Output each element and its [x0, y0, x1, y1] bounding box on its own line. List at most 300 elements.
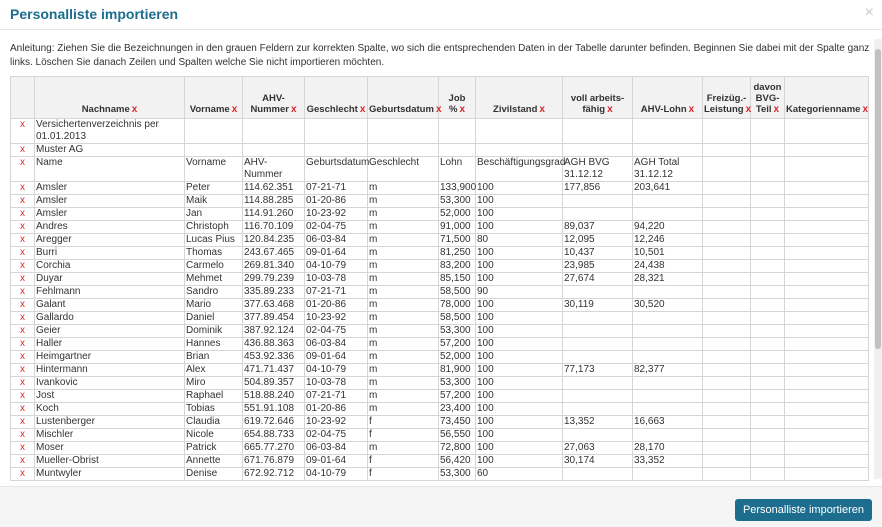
remove-column-icon[interactable]: x — [607, 104, 613, 115]
remove-row-icon[interactable]: x — [11, 208, 35, 221]
table-cell: m — [368, 299, 439, 312]
table-cell: Maik — [185, 195, 243, 208]
table-cell — [368, 119, 439, 144]
table-cell — [785, 416, 869, 429]
table-cell — [785, 260, 869, 273]
table-cell — [785, 468, 869, 481]
table-cell: 28,321 — [633, 273, 703, 286]
table-cell: 453.92.336 — [243, 351, 305, 364]
table-cell: Hannes — [185, 338, 243, 351]
table-cell: 71,500 — [439, 234, 476, 247]
close-icon[interactable]: × — [864, 4, 874, 21]
column-header-row — [11, 77, 869, 119]
table-cell: 78,000 — [439, 299, 476, 312]
table-cell: 13,352 — [563, 416, 633, 429]
remove-row-icon[interactable]: x — [11, 299, 35, 312]
column-header[interactable] — [785, 77, 869, 119]
table-cell — [633, 468, 703, 481]
table-cell: 07-21-71 — [305, 182, 368, 195]
table-cell — [751, 403, 785, 416]
remove-row-icon[interactable]: x — [11, 195, 35, 208]
table-cell: f — [368, 429, 439, 442]
column-header[interactable] — [305, 77, 368, 119]
column-header-label[interactable]: Nachname — [81, 104, 130, 115]
remove-column-icon[interactable]: x — [459, 104, 465, 115]
table-cell: 504.89.357 — [243, 377, 305, 390]
table-row — [11, 260, 869, 273]
table-cell: 436.88.363 — [243, 338, 305, 351]
table-cell: AGH BVG 31.12.12 — [563, 157, 633, 182]
table-row — [11, 442, 869, 455]
table-row — [11, 377, 869, 390]
table-cell — [751, 221, 785, 234]
table-cell: 133,900 — [440, 182, 477, 193]
table-cell — [703, 299, 751, 312]
table-cell: Andres — [35, 221, 185, 234]
table-cell: Annette — [185, 455, 243, 468]
table-cell: Denise — [185, 468, 243, 481]
table-row — [11, 403, 869, 416]
table-cell — [751, 299, 785, 312]
table-cell: Heimgartner — [35, 351, 185, 364]
table-row — [11, 468, 869, 481]
table-cell — [785, 144, 869, 157]
table-cell — [751, 416, 785, 429]
table-cell: 10-23-92 — [305, 312, 368, 325]
table-cell: Raphael — [185, 390, 243, 403]
table-cell: 94,220 — [633, 221, 703, 234]
table-row — [11, 247, 869, 260]
table-cell: Amsler — [35, 182, 185, 195]
table-cell: Lucas Pius — [185, 234, 243, 247]
remove-column-icon[interactable]: x — [862, 104, 868, 115]
column-header[interactable] — [185, 77, 243, 119]
remove-column-icon[interactable]: x — [435, 104, 442, 115]
table-cell: 01-20-86 — [305, 195, 368, 208]
table-cell: 114.91.260 — [243, 208, 305, 221]
table-cell — [751, 273, 785, 286]
column-header-label[interactable]: davon BVG-Teil — [753, 82, 782, 115]
column-header-label[interactable]: Geschlecht — [306, 104, 358, 115]
table-cell — [563, 468, 633, 481]
table-cell — [785, 312, 869, 325]
table-cell — [751, 182, 785, 195]
table-cell: 203,641 — [633, 182, 703, 195]
table-cell — [703, 144, 751, 157]
table-cell: 100 — [476, 377, 563, 390]
table-cell — [785, 208, 869, 221]
table-cell: Thomas — [185, 247, 243, 260]
remove-row-icon[interactable]: x — [11, 351, 35, 364]
table-cell: m — [368, 364, 439, 377]
table-cell — [703, 429, 751, 442]
table-row — [11, 429, 869, 442]
table-cell: 56,420 — [439, 455, 476, 468]
table-cell — [703, 455, 751, 468]
table-cell: Nicole — [185, 429, 243, 442]
table-cell: Jost — [35, 390, 185, 403]
column-header[interactable] — [368, 77, 442, 119]
table-cell: 518.88.240 — [243, 390, 305, 403]
table-cell — [633, 208, 703, 221]
remove-column-icon[interactable]: x — [359, 104, 366, 115]
table-cell: 52,000 — [439, 351, 476, 364]
remove-row-icon[interactable]: x — [11, 286, 35, 299]
column-header[interactable] — [563, 77, 633, 119]
table-cell: 04-10-79 — [305, 364, 368, 377]
table-cell — [785, 182, 869, 195]
table-cell: 91,000 — [439, 221, 476, 234]
table-cell: 100 — [476, 403, 563, 416]
remove-row-icon[interactable]: x — [11, 468, 35, 481]
table-cell — [703, 157, 751, 182]
table-cell: Alex — [185, 364, 243, 377]
column-header-label[interactable]: Freizüg.-Leistung — [704, 93, 747, 115]
table-cell — [703, 442, 751, 455]
table-cell: Aregger — [35, 234, 185, 247]
table-cell: 100 — [476, 442, 563, 455]
table-cell: m — [368, 208, 439, 221]
vertical-scrollbar[interactable] — [874, 39, 882, 479]
dialog-header — [0, 0, 882, 30]
table-cell: 100 — [476, 247, 563, 260]
table-cell: Galant — [35, 299, 185, 312]
table-cell: 100 — [476, 221, 563, 234]
table-cell: Burri — [35, 247, 185, 260]
table-cell — [703, 182, 751, 195]
column-header-label[interactable]: voll arbeits-fähig — [570, 93, 625, 115]
column-header-label[interactable]: AHV-Nummer — [250, 93, 289, 115]
table-cell: 387.92.124 — [243, 325, 305, 338]
table-cell: 665.77.270 — [243, 442, 305, 455]
table-cell: 654.88.733 — [243, 429, 305, 442]
table-cell — [785, 119, 869, 144]
table-cell: Tobias — [185, 403, 243, 416]
column-header[interactable] — [476, 77, 563, 119]
table-cell — [751, 157, 785, 182]
table-cell: Daniel — [185, 312, 243, 325]
table-row — [11, 195, 869, 208]
table-cell: Geburtsdatum — [305, 157, 368, 182]
table-cell: Miro — [185, 377, 243, 390]
table-cell — [785, 338, 869, 351]
table-cell: m — [368, 325, 439, 338]
table-cell: Fehlmann — [35, 286, 185, 299]
table-cell: m — [368, 247, 439, 260]
table-cell — [703, 325, 751, 338]
table-cell: 60 — [476, 468, 563, 481]
table-cell — [563, 286, 633, 299]
table-cell: f — [368, 468, 439, 481]
remove-row-icon[interactable]: x — [11, 403, 35, 416]
table-cell: m — [368, 403, 439, 416]
table-row — [11, 234, 869, 247]
table-cell: Sandro — [185, 286, 243, 299]
remove-column-icon[interactable]: x — [539, 104, 545, 115]
remove-row-icon[interactable]: x — [11, 390, 35, 403]
table-cell: Claudia — [185, 416, 243, 429]
table-cell: 30,174 — [563, 455, 633, 468]
table-cell — [633, 195, 703, 208]
table-cell: 114.62.351 — [243, 182, 305, 195]
remove-row-icon[interactable]: x — [11, 416, 35, 429]
table-row — [11, 312, 869, 325]
table-cell: Duyar — [35, 273, 185, 286]
dialog-footer — [0, 486, 882, 527]
table-cell: 10-03-78 — [305, 273, 368, 286]
table-cell — [633, 286, 703, 299]
corner-cell — [11, 77, 35, 119]
table-row — [11, 119, 869, 144]
column-header-label[interactable]: Zivilstand — [493, 104, 538, 115]
table-cell: 82,377 — [633, 364, 703, 377]
table-cell — [751, 195, 785, 208]
remove-column-icon[interactable]: x — [231, 104, 238, 115]
column-header-label[interactable]: Kategorienname — [786, 104, 861, 115]
table-cell — [751, 144, 785, 157]
table-cell: f — [368, 455, 439, 468]
table-cell — [563, 377, 633, 390]
column-header[interactable] — [439, 77, 476, 119]
table-cell — [785, 195, 869, 208]
table-cell: 100 — [476, 312, 563, 325]
table-cell — [703, 364, 751, 377]
table-cell: 471.71.437 — [243, 364, 305, 377]
table-cell: 06-03-84 — [305, 234, 368, 247]
table-cell: Christoph — [185, 221, 243, 234]
table-cell — [703, 416, 751, 429]
import-personnel-list-button[interactable]: Personalliste importieren — [735, 499, 872, 521]
table-cell — [785, 403, 869, 416]
table-cell — [785, 429, 869, 442]
column-header[interactable] — [703, 77, 751, 119]
table-cell: 09-01-64 — [305, 247, 368, 260]
table-cell — [703, 221, 751, 234]
table-cell: 09-01-64 — [305, 351, 368, 364]
table-cell — [439, 144, 476, 157]
table-cell: 02-04-75 — [305, 325, 368, 338]
table-row — [11, 221, 869, 234]
table-cell: 243.67.465 — [243, 247, 305, 260]
table-cell: 335.89.233 — [243, 286, 305, 299]
table-cell: 30,520 — [633, 299, 703, 312]
table-cell — [243, 119, 305, 144]
table-row — [11, 182, 869, 195]
table-cell: 57,200 — [439, 390, 476, 403]
table-cell: Gallardo — [35, 312, 185, 325]
remove-row-icon[interactable]: x — [11, 364, 35, 377]
table-cell: 551.91.108 — [243, 403, 305, 416]
table-cell — [751, 338, 785, 351]
table-cell — [563, 144, 633, 157]
table-cell — [563, 351, 633, 364]
table-cell: 12,095 — [563, 234, 633, 247]
table-cell: 07-21-71 — [305, 390, 368, 403]
table-cell: 120.84.235 — [243, 234, 305, 247]
remove-row-icon[interactable]: x — [11, 312, 35, 325]
table-cell: m — [368, 442, 439, 455]
table-cell: 85,150 — [439, 273, 476, 286]
table-cell — [633, 351, 703, 364]
column-header[interactable] — [35, 77, 185, 119]
table-cell: 53,300 — [439, 377, 476, 390]
table-cell — [703, 377, 751, 390]
column-header[interactable] — [633, 77, 703, 119]
table-cell — [563, 312, 633, 325]
table-cell: Muntwyler — [35, 468, 185, 481]
table-cell — [305, 144, 368, 157]
table-cell: 100 — [476, 390, 563, 403]
table-cell — [703, 403, 751, 416]
table-cell — [751, 429, 785, 442]
table-cell — [751, 390, 785, 403]
remove-column-icon[interactable]: x — [290, 104, 297, 115]
table-cell: 01-20-86 — [305, 403, 368, 416]
remove-row-icon[interactable]: x — [11, 429, 35, 442]
table-cell — [633, 338, 703, 351]
remove-row-icon[interactable]: x — [11, 377, 35, 390]
remove-column-icon[interactable]: x — [745, 104, 752, 115]
table-cell — [633, 325, 703, 338]
table-cell: Amsler — [35, 195, 185, 208]
table-row — [11, 390, 869, 403]
dialog-body — [0, 31, 882, 486]
table-cell: 02-04-75 — [305, 221, 368, 234]
remove-row-icon[interactable]: x — [11, 338, 35, 351]
remove-row-icon[interactable]: x — [11, 260, 35, 273]
remove-row-icon[interactable]: x — [11, 455, 35, 468]
table-cell: Corchia — [35, 260, 185, 273]
remove-row-icon[interactable]: x — [11, 442, 35, 455]
table-cell — [751, 234, 785, 247]
table-cell — [563, 208, 633, 221]
table-cell: m — [368, 195, 439, 208]
column-header-label[interactable]: Vorname — [189, 104, 230, 115]
table-cell: 89,037 — [563, 221, 633, 234]
table-cell — [703, 351, 751, 364]
table-cell — [703, 208, 751, 221]
table-cell — [751, 455, 785, 468]
table-cell — [633, 144, 703, 157]
table-cell: 04-10-79 — [305, 260, 368, 273]
table-cell: 100 — [476, 299, 563, 312]
table-cell — [785, 247, 869, 260]
table-cell: 16,663 — [633, 416, 703, 429]
table-cell: 100 — [476, 416, 563, 429]
column-header-label[interactable]: AHV-Lohn — [640, 104, 687, 115]
table-cell — [563, 429, 633, 442]
remove-column-icon[interactable]: x — [773, 104, 780, 115]
table-cell: Dominik — [185, 325, 243, 338]
table-cell — [703, 312, 751, 325]
table-cell: AGH Total 31.12.12 — [633, 157, 703, 182]
column-header-label[interactable]: Job % — [448, 93, 466, 115]
table-cell: 06-03-84 — [305, 442, 368, 455]
scrollbar-thumb[interactable] — [875, 49, 881, 349]
remove-row-icon[interactable]: x — [11, 247, 35, 260]
table-body — [11, 119, 869, 481]
table-cell: Mueller-Obrist — [35, 455, 185, 468]
table-cell: Geier — [35, 325, 185, 338]
table-cell — [751, 351, 785, 364]
table-cell: Mischler — [35, 429, 185, 442]
table-cell: 33,352 — [633, 455, 703, 468]
table-cell — [563, 195, 633, 208]
table-cell: 01-20-86 — [305, 299, 368, 312]
remove-row-icon[interactable]: x — [11, 221, 35, 234]
table-cell — [185, 144, 243, 157]
remove-column-icon[interactable]: x — [131, 104, 138, 115]
table-cell — [563, 119, 633, 144]
table-cell: m — [368, 182, 439, 195]
table-cell — [703, 195, 751, 208]
table-cell: 04-10-79 — [305, 468, 368, 481]
table-cell: 53,300 — [439, 468, 476, 481]
table-cell — [785, 157, 869, 182]
table-cell: 23,985 — [563, 260, 633, 273]
table-cell: 100 — [476, 260, 563, 273]
table-row — [11, 351, 869, 364]
table-cell — [703, 390, 751, 403]
table-cell — [785, 351, 869, 364]
table-cell: Vorname — [185, 157, 243, 182]
remove-row-icon[interactable]: x — [11, 182, 35, 195]
table-row — [11, 364, 869, 377]
table-cell: Brian — [185, 351, 243, 364]
table-cell: m — [368, 338, 439, 351]
table-cell — [439, 119, 476, 144]
remove-row-icon[interactable]: x — [11, 144, 35, 157]
remove-row-icon[interactable]: x — [11, 273, 35, 286]
table-cell: m — [368, 221, 439, 234]
table-cell: 100 — [476, 182, 563, 195]
table-cell — [243, 144, 305, 157]
instructions-text: Anleitung: Ziehen Sie die Bezeichnungen in den grauen Feldern zur korrekten Spalte, wo sich die entsprechenden Daten in der Tabelle darunter befinden. Beginnen Sie dabei mit der Spalte ganz links. Löschen Sie danach Zeilen und Spalten welche Sie nicht importieren möchten. — [10, 43, 870, 68]
table-cell: 299.79.239 — [243, 273, 305, 286]
table-cell — [633, 429, 703, 442]
column-header[interactable] — [751, 77, 785, 119]
remove-row-icon[interactable]: x — [11, 157, 35, 182]
remove-column-icon[interactable]: x — [688, 104, 695, 115]
table-cell: m — [368, 286, 439, 299]
table-cell — [305, 119, 368, 144]
remove-row-icon[interactable]: x — [11, 234, 35, 247]
table-cell — [476, 144, 563, 157]
table-cell: Peter — [185, 182, 243, 195]
table-cell — [785, 234, 869, 247]
table-cell: Versichertenverzeichnis per 01.01.2013 — [35, 119, 185, 144]
table-cell — [785, 299, 869, 312]
column-header-label[interactable]: Geburtsdatum — [369, 104, 434, 115]
table-row — [11, 416, 869, 429]
table-cell: 28,170 — [633, 442, 703, 455]
table-cell: 100 — [476, 364, 563, 377]
table-cell — [785, 273, 869, 286]
table-cell — [751, 208, 785, 221]
remove-row-icon[interactable]: x — [11, 325, 35, 338]
remove-row-icon[interactable]: x — [11, 119, 35, 144]
table-cell: 10,501 — [633, 247, 703, 260]
table-cell: Carmelo — [185, 260, 243, 273]
column-header[interactable] — [243, 77, 305, 119]
table-cell — [785, 221, 869, 234]
table-cell: m — [368, 273, 439, 286]
table-cell: 12,246 — [633, 234, 703, 247]
table-row — [11, 208, 869, 221]
table-cell: 58,500 — [439, 286, 476, 299]
table-cell: 10,437 — [563, 247, 633, 260]
table-cell: 09-01-64 — [305, 455, 368, 468]
